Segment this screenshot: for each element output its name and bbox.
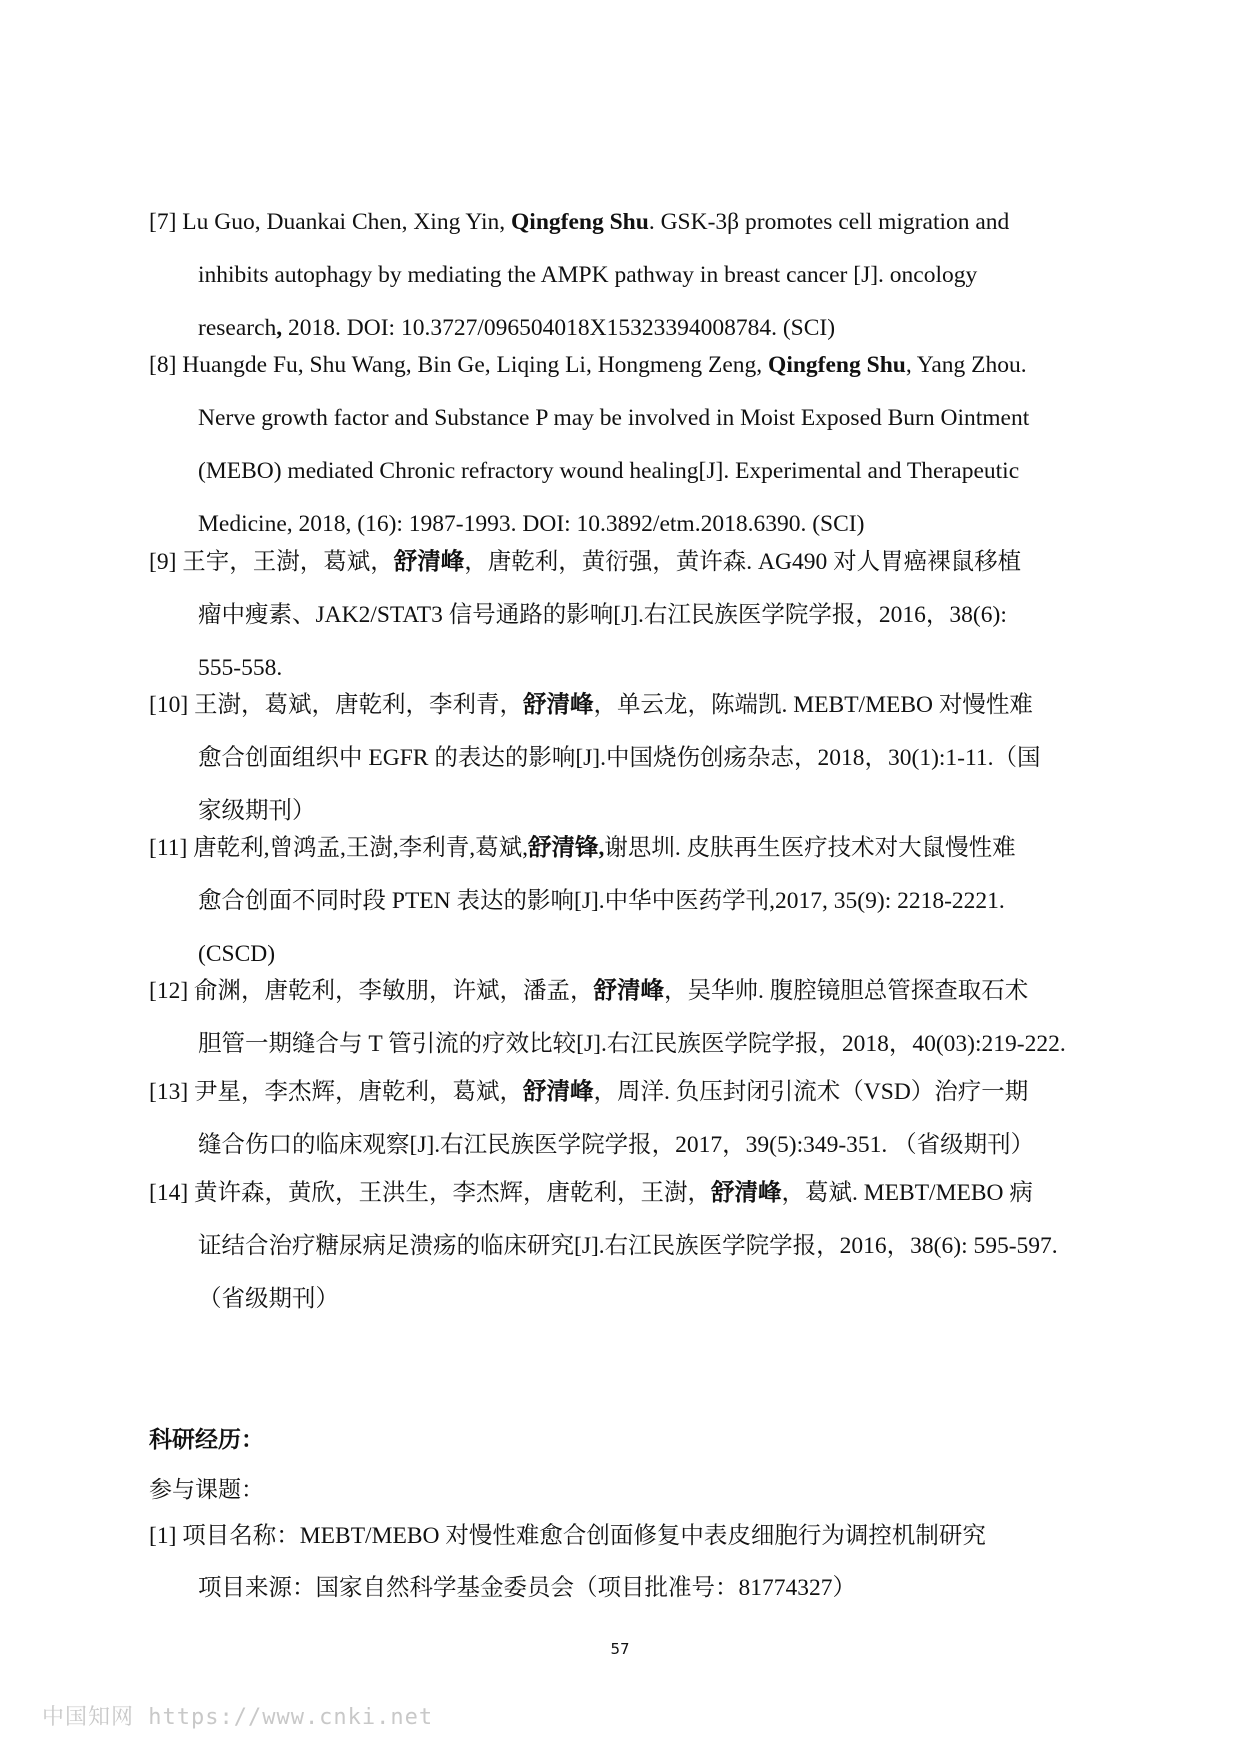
reference-text: ，吴华帅. 腹腔镜胆总管探查取石术 [664,978,1029,1004]
reference-item [149,822,1099,981]
reference-text: [9] 王宇，王澍，葛斌， [149,549,394,575]
reference-text: （省级期刊） [198,1286,339,1312]
reference-text: [11] 唐乾利,曾鸿孟,王澍,李利青,葛斌, [149,835,529,861]
author-highlight: 舒清峰 [593,978,665,1004]
author-highlight: 舒清锋, [528,835,605,861]
reference-item [149,965,1099,1071]
reference-item [149,1066,1099,1172]
author-highlight: Qingfeng Shu [768,352,906,378]
reference-item [149,339,1099,551]
reference-line [149,1220,1099,1273]
reference-text: 胆管一期缝合与 T 管引流的疗效比较[J].右江民族医学院学报，2018，40(03):219-222. [198,1031,1066,1057]
reference-line [149,1167,1099,1220]
reference-line [149,822,1099,875]
reference-line [149,445,1099,498]
author-highlight: 舒清峰 [711,1180,782,1206]
reference-text: ，葛斌. MEBT/MEBO 病 [781,1180,1033,1206]
reference-line [149,732,1099,785]
reference-text: . GSK-3β promotes cell migration and [648,209,1010,235]
reference-text: [7] Lu Guo, Duankai Chen, Xing Yin, [149,209,512,235]
reference-item [149,1167,1099,1326]
reference-line [149,679,1099,732]
reference-text: [8] Huangde Fu, Shu Wang, Bin Ge, Liqing Li, Hongmeng Zeng, [149,352,769,378]
reference-text: ，唐乾利，黄衍强，黄许森. AG490 对人胃癌裸鼠移植 [464,549,1022,575]
reference-item [149,536,1099,695]
reference-line [149,589,1099,642]
reference-text: 愈合创面组织中 EGFR 的表达的影响[J].中国烧伤创疡杂志，2018，30(1):1-11.（国 [198,745,1041,771]
reference-line [149,875,1099,928]
reference-line [149,249,1099,302]
page-number: 57 [610,1640,630,1658]
reference-text: , Yang Zhou. [905,352,1027,378]
reference-line [149,1018,1099,1071]
reference-text: ，周洋. 负压封闭引流术（VSD）治疗一期 [593,1079,1029,1105]
reference-text: [10] 王澍，葛斌，唐乾利，李利青， [149,692,524,718]
reference-text: 家级期刊） [198,798,316,824]
reference-line [149,965,1099,1018]
reference-text: [14] 黄许森，黄欣，王洪生，李杰辉，唐乾利，王澍， [149,1180,712,1206]
reference-text: (CSCD) [198,941,276,967]
project-item [149,1510,1099,1614]
section-heading: 科研经历： [149,1427,264,1453]
reference-line [149,1119,1099,1172]
watermark: 中国知网 https://www.cnki.net [42,1705,434,1730]
reference-item [149,196,1099,355]
reference-text: 愈合创面不同时段 PTEN 表达的影响[J].中华中医药学刊,2017, 35(9): 2218-2221. [198,888,1005,914]
reference-item [149,679,1099,838]
reference-text: [12] 俞渊，唐乾利，李敏朋，许斌，潘孟， [149,978,594,1004]
reference-text: 555-558. [198,655,283,681]
reference-text: [13] 尹星，李杰辉，唐乾利，葛斌， [149,1079,524,1105]
reference-text: Medicine, 2018, (16): 1987-1993. DOI: 10.3892/etm.2018.6390. (SCI) [198,511,865,537]
subheading: 参与课题： [149,1477,264,1502]
author-highlight: 舒清峰 [393,549,465,575]
reference-text: 2018. DOI: 10.3727/096504018X15323394008784. (SCI) [282,315,836,341]
reference-text: (MEBO) mediated Chronic refractory wound healing[J]. Experimental and Therapeutic [198,458,1020,484]
reference-text: 缝合伤口的临床观察[J].右江民族医学院学报，2017，39(5):349-351. （省级期刊） [198,1132,1035,1158]
project-name-line: [1] 项目名称：MEBT/MEBO 对慢性难愈合创面修复中表皮细胞行为调控机制研究 [149,1523,986,1549]
author-highlight: 舒清峰 [523,1079,594,1105]
reference-line [149,536,1099,589]
reference-text: research [198,315,277,341]
reference-line [149,392,1099,445]
reference-line [149,1066,1099,1119]
author-highlight: 舒清峰 [523,692,594,718]
author-highlight: , [276,315,283,341]
reference-line [149,339,1099,392]
reference-text: inhibits autophagy by mediating the AMPK pathway in breast cancer [J]. oncology [198,262,978,288]
reference-text: ，单云龙，陈端凯. MEBT/MEBO 对慢性难 [593,692,1033,718]
reference-text: 证结合治疗糖尿病足溃疡的临床研究[J].右江民族医学院学报，2016，38(6): 595-597. [198,1233,1058,1259]
project-source-line: 项目来源：国家自然科学基金委员会（项目批准号：81774327） [198,1575,856,1601]
author-highlight: Qingfeng Shu [511,209,649,235]
reference-line [149,196,1099,249]
reference-line [149,1273,1099,1326]
reference-text: 瘤中瘦素、JAK2/STAT3 信号通路的影响[J].右江民族医学院学报，2016，38(6): [198,602,1007,628]
reference-text: Nerve growth factor and Substance P may be involved in Moist Exposed Burn Ointment [198,405,1030,431]
reference-text: 谢思圳. 皮肤再生医疗技术对大鼠慢性难 [604,835,1016,861]
